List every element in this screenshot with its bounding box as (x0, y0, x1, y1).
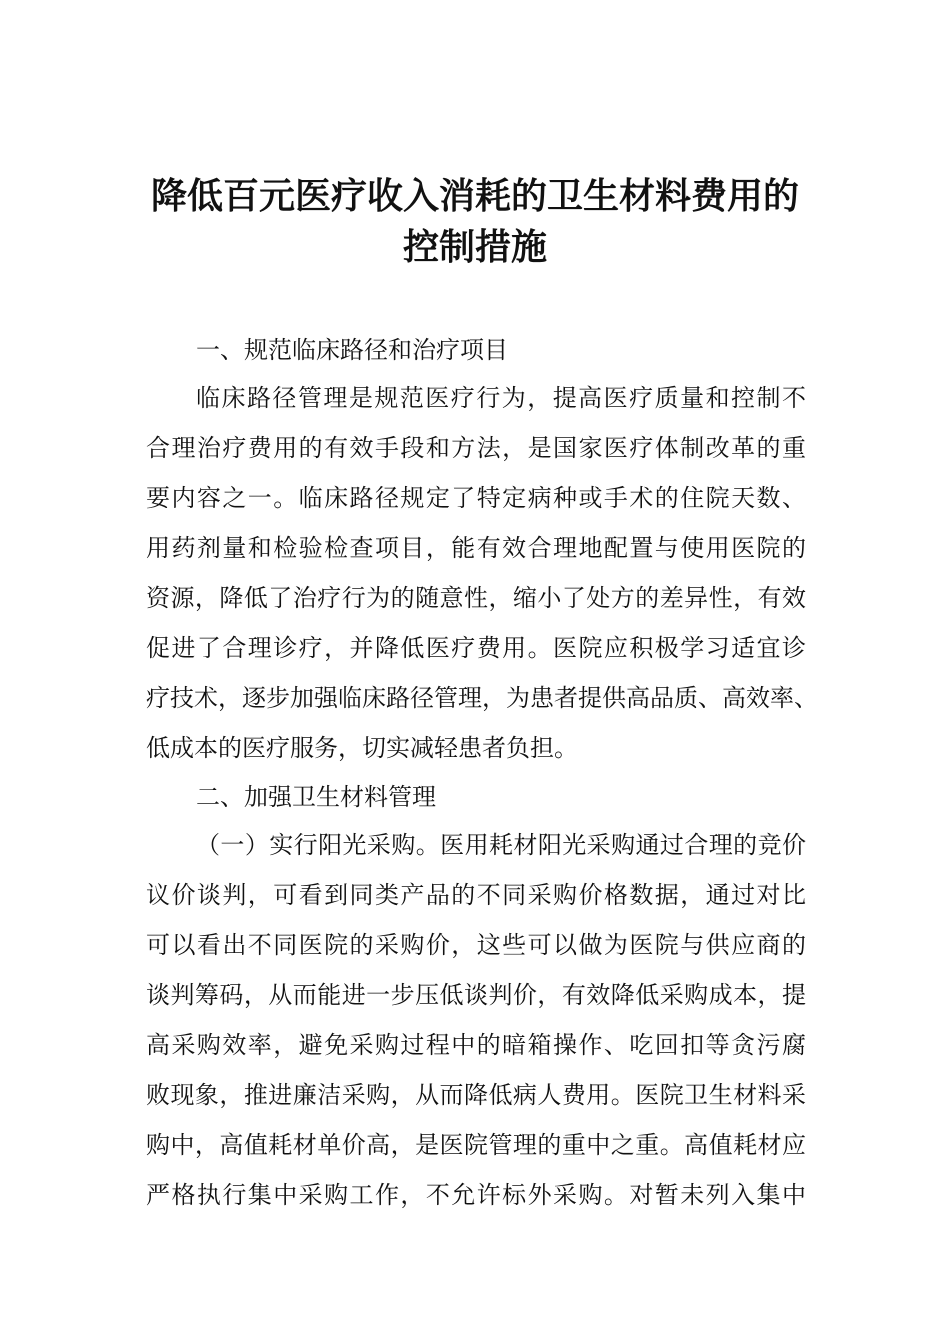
section-2-line-5: 高采购效率，避免采购过程中的暗箱操作、吃回扣等贪污腐 (146, 1031, 806, 1059)
section-2-line-4: 谈判筹码，从而能进一步压低谈判价，有效降低采购成本，提 (146, 981, 806, 1009)
section-heading-1: 一、规范临床路径和治疗项目 (196, 336, 508, 364)
section-1-line-2: 合理治疗费用的有效手段和方法，是国家医疗体制改革的重 (146, 434, 806, 462)
section-1-line-5: 资源，降低了治疗行为的随意性，缩小了处方的差异性，有效 (146, 584, 806, 612)
section-heading-2: 二、加强卫生材料管理 (196, 783, 436, 811)
section-1-line-6: 促进了合理诊疗，并降低医疗费用。医院应积极学习适宜诊 (146, 634, 806, 662)
section-1-line-8: 低成本的医疗服务，切实减轻患者负担。 (146, 734, 578, 762)
section-2-line-7: 购中，高值耗材单价高，是医院管理的重中之重。高值耗材应 (146, 1131, 806, 1159)
section-2-line-6: 败现象，推进廉洁采购，从而降低病人费用。医院卫生材料采 (146, 1081, 806, 1109)
section-1-line-1: 临床路径管理是规范医疗行为，提高医疗质量和控制不 (196, 384, 806, 412)
document-title-line-2: 控制措施 (402, 226, 547, 268)
section-2-line-1: （一）实行阳光采购。医用耗材阳光采购通过合理的竞价 (196, 831, 806, 859)
document-title-line-1: 降低百元医疗收入消耗的卫生材料费用的 (150, 175, 799, 217)
section-2-line-8: 严格执行集中采购工作，不允许标外采购。对暂未列入集中 (146, 1181, 806, 1209)
section-2-line-3: 可以看出不同医院的采购价，这些可以做为医院与供应商的 (146, 931, 806, 959)
section-2-line-2: 议价谈判，可看到同类产品的不同采购价格数据，通过对比 (146, 881, 806, 909)
section-1-line-4: 用药剂量和检验检查项目，能有效合理地配置与使用医院的 (146, 534, 806, 562)
section-1-line-3: 要内容之一。临床路径规定了特定病种或手术的住院天数、 (146, 484, 806, 512)
section-1-line-7: 疗技术，逐步加强临床路径管理，为患者提供高品质、高效率、 (146, 684, 818, 712)
